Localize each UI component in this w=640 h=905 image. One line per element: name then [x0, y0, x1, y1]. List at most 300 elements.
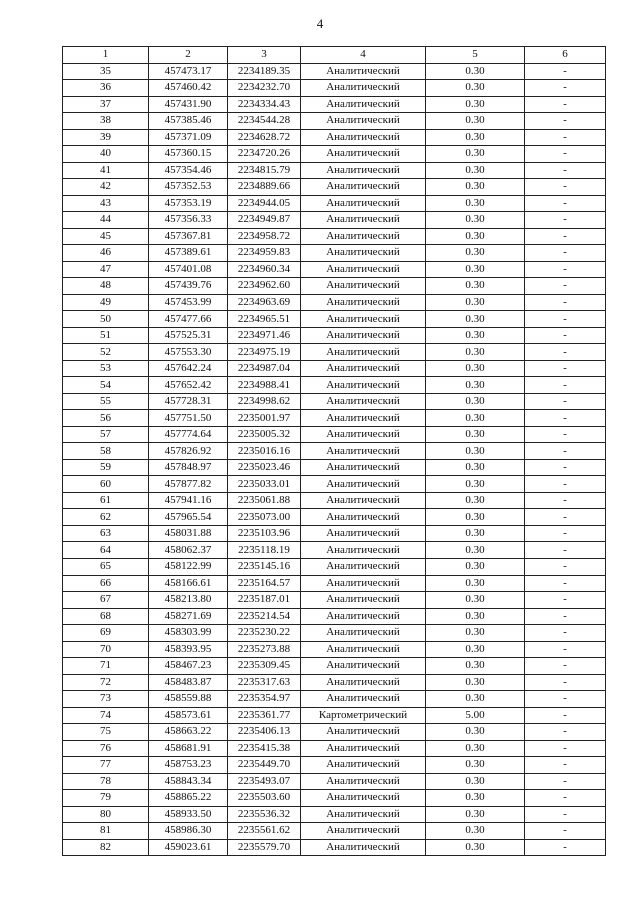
- point-number-cell: 35: [63, 63, 149, 80]
- y-coordinate-cell: 2234998.62: [228, 393, 301, 410]
- note-cell: -: [525, 80, 606, 97]
- point-number-cell: 70: [63, 641, 149, 658]
- x-coordinate-cell: 457352.53: [149, 179, 228, 196]
- method-cell: Аналитический: [301, 459, 426, 476]
- method-cell: Аналитический: [301, 525, 426, 542]
- note-cell: -: [525, 294, 606, 311]
- x-coordinate-cell: 457360.15: [149, 146, 228, 163]
- note-cell: -: [525, 360, 606, 377]
- x-coordinate-cell: 458122.99: [149, 558, 228, 575]
- method-cell: Аналитический: [301, 839, 426, 856]
- point-number-cell: 72: [63, 674, 149, 691]
- note-cell: -: [525, 344, 606, 361]
- x-coordinate-cell: 458062.37: [149, 542, 228, 559]
- y-coordinate-cell: 2235317.63: [228, 674, 301, 691]
- point-number-cell: 64: [63, 542, 149, 559]
- point-number-cell: 76: [63, 740, 149, 757]
- accuracy-cell: 0.30: [426, 410, 525, 427]
- point-number-cell: 37: [63, 96, 149, 113]
- method-cell: Аналитический: [301, 393, 426, 410]
- table-row: [63, 542, 606, 559]
- point-number-cell: 57: [63, 426, 149, 443]
- note-cell: -: [525, 641, 606, 658]
- method-cell: Аналитический: [301, 327, 426, 344]
- y-coordinate-cell: 2234815.79: [228, 162, 301, 179]
- note-cell: -: [525, 707, 606, 724]
- table-row: [63, 360, 606, 377]
- accuracy-cell: 0.30: [426, 278, 525, 295]
- table-row: [63, 294, 606, 311]
- point-number-cell: 61: [63, 492, 149, 509]
- point-number-cell: 69: [63, 625, 149, 642]
- y-coordinate-cell: 2235230.22: [228, 625, 301, 642]
- table-row: [63, 179, 606, 196]
- column-header: 6: [525, 47, 606, 64]
- x-coordinate-cell: 458663.22: [149, 724, 228, 741]
- y-coordinate-cell: 2234628.72: [228, 129, 301, 146]
- y-coordinate-cell: 2235061.88: [228, 492, 301, 509]
- table-row: [63, 393, 606, 410]
- note-cell: -: [525, 212, 606, 229]
- method-cell: Аналитический: [301, 773, 426, 790]
- accuracy-cell: 0.30: [426, 179, 525, 196]
- x-coordinate-cell: 458303.99: [149, 625, 228, 642]
- point-number-cell: 74: [63, 707, 149, 724]
- accuracy-cell: 0.30: [426, 839, 525, 856]
- method-cell: Аналитический: [301, 195, 426, 212]
- table-row: [63, 757, 606, 774]
- note-cell: -: [525, 426, 606, 443]
- x-coordinate-cell: 457965.54: [149, 509, 228, 526]
- x-coordinate-cell: 457642.24: [149, 360, 228, 377]
- y-coordinate-cell: 2234960.34: [228, 261, 301, 278]
- note-cell: -: [525, 476, 606, 493]
- table-row: [63, 806, 606, 823]
- x-coordinate-cell: 457751.50: [149, 410, 228, 427]
- note-cell: -: [525, 740, 606, 757]
- table-row: [63, 344, 606, 361]
- table-row: [63, 492, 606, 509]
- note-cell: -: [525, 757, 606, 774]
- method-cell: Аналитический: [301, 245, 426, 262]
- point-number-cell: 51: [63, 327, 149, 344]
- accuracy-cell: 0.30: [426, 542, 525, 559]
- y-coordinate-cell: 2234189.35: [228, 63, 301, 80]
- point-number-cell: 45: [63, 228, 149, 245]
- accuracy-cell: 0.30: [426, 806, 525, 823]
- table-row: [63, 80, 606, 97]
- note-cell: -: [525, 459, 606, 476]
- accuracy-cell: 0.30: [426, 327, 525, 344]
- x-coordinate-cell: 458865.22: [149, 790, 228, 807]
- accuracy-cell: 0.30: [426, 790, 525, 807]
- table-row: [63, 658, 606, 675]
- accuracy-cell: 0.30: [426, 823, 525, 840]
- accuracy-cell: 0.30: [426, 294, 525, 311]
- y-coordinate-cell: 2234965.51: [228, 311, 301, 328]
- method-cell: Аналитический: [301, 724, 426, 741]
- accuracy-cell: 0.30: [426, 261, 525, 278]
- method-cell: Аналитический: [301, 426, 426, 443]
- table-row: [63, 228, 606, 245]
- method-cell: Аналитический: [301, 80, 426, 97]
- note-cell: -: [525, 393, 606, 410]
- table-row: [63, 443, 606, 460]
- table-row: [63, 625, 606, 642]
- note-cell: -: [525, 806, 606, 823]
- x-coordinate-cell: 457826.92: [149, 443, 228, 460]
- y-coordinate-cell: 2235579.70: [228, 839, 301, 856]
- method-cell: Аналитический: [301, 443, 426, 460]
- x-coordinate-cell: 458271.69: [149, 608, 228, 625]
- y-coordinate-cell: 2234720.26: [228, 146, 301, 163]
- accuracy-cell: 0.30: [426, 146, 525, 163]
- method-cell: Аналитический: [301, 509, 426, 526]
- method-cell: Аналитический: [301, 592, 426, 609]
- table-row: [63, 245, 606, 262]
- x-coordinate-cell: 457553.30: [149, 344, 228, 361]
- y-coordinate-cell: 2234232.70: [228, 80, 301, 97]
- point-number-cell: 43: [63, 195, 149, 212]
- x-coordinate-cell: 457367.81: [149, 228, 228, 245]
- y-coordinate-cell: 2235145.16: [228, 558, 301, 575]
- column-header: 2: [149, 47, 228, 64]
- y-coordinate-cell: 2235503.60: [228, 790, 301, 807]
- accuracy-cell: 0.30: [426, 360, 525, 377]
- accuracy-cell: 0.30: [426, 443, 525, 460]
- column-header: 5: [426, 47, 525, 64]
- method-cell: Аналитический: [301, 228, 426, 245]
- x-coordinate-cell: 458933.50: [149, 806, 228, 823]
- x-coordinate-cell: 458483.87: [149, 674, 228, 691]
- method-cell: Аналитический: [301, 790, 426, 807]
- y-coordinate-cell: 2235016.16: [228, 443, 301, 460]
- y-coordinate-cell: 2235536.32: [228, 806, 301, 823]
- point-number-cell: 82: [63, 839, 149, 856]
- accuracy-cell: 0.30: [426, 80, 525, 97]
- point-number-cell: 55: [63, 393, 149, 410]
- point-number-cell: 52: [63, 344, 149, 361]
- accuracy-cell: 0.30: [426, 311, 525, 328]
- note-cell: -: [525, 96, 606, 113]
- point-number-cell: 53: [63, 360, 149, 377]
- note-cell: -: [525, 146, 606, 163]
- table-row: [63, 509, 606, 526]
- point-number-cell: 78: [63, 773, 149, 790]
- note-cell: -: [525, 311, 606, 328]
- y-coordinate-cell: 2234959.83: [228, 245, 301, 262]
- table-row: [63, 146, 606, 163]
- table-row: [63, 426, 606, 443]
- accuracy-cell: 0.30: [426, 96, 525, 113]
- y-coordinate-cell: 2234987.04: [228, 360, 301, 377]
- x-coordinate-cell: 458166.61: [149, 575, 228, 592]
- method-cell: Аналитический: [301, 558, 426, 575]
- accuracy-cell: 5.00: [426, 707, 525, 724]
- accuracy-cell: 0.30: [426, 113, 525, 130]
- accuracy-cell: 0.30: [426, 558, 525, 575]
- y-coordinate-cell: 2234971.46: [228, 327, 301, 344]
- method-cell: Аналитический: [301, 129, 426, 146]
- point-number-cell: 75: [63, 724, 149, 741]
- y-coordinate-cell: 2234958.72: [228, 228, 301, 245]
- note-cell: -: [525, 129, 606, 146]
- table-row: [63, 575, 606, 592]
- table-row: [63, 724, 606, 741]
- method-cell: Аналитический: [301, 377, 426, 394]
- accuracy-cell: 0.30: [426, 691, 525, 708]
- x-coordinate-cell: 457385.46: [149, 113, 228, 130]
- table-row: [63, 278, 606, 295]
- point-number-cell: 66: [63, 575, 149, 592]
- point-number-cell: 47: [63, 261, 149, 278]
- point-number-cell: 38: [63, 113, 149, 130]
- y-coordinate-cell: 2234975.19: [228, 344, 301, 361]
- method-cell: Аналитический: [301, 179, 426, 196]
- method-cell: Аналитический: [301, 360, 426, 377]
- x-coordinate-cell: 457848.97: [149, 459, 228, 476]
- method-cell: Аналитический: [301, 757, 426, 774]
- x-coordinate-cell: 458986.30: [149, 823, 228, 840]
- note-cell: -: [525, 691, 606, 708]
- table-row: [63, 195, 606, 212]
- note-cell: -: [525, 839, 606, 856]
- point-number-cell: 48: [63, 278, 149, 295]
- accuracy-cell: 0.30: [426, 592, 525, 609]
- point-number-cell: 79: [63, 790, 149, 807]
- note-cell: -: [525, 724, 606, 741]
- x-coordinate-cell: 457356.33: [149, 212, 228, 229]
- note-cell: -: [525, 773, 606, 790]
- note-cell: -: [525, 443, 606, 460]
- table-row: [63, 212, 606, 229]
- page-number: 4: [316, 16, 324, 31]
- y-coordinate-cell: 2235415.38: [228, 740, 301, 757]
- point-number-cell: 44: [63, 212, 149, 229]
- method-cell: Аналитический: [301, 113, 426, 130]
- method-cell: Аналитический: [301, 476, 426, 493]
- y-coordinate-cell: 2235449.70: [228, 757, 301, 774]
- table-row: [63, 674, 606, 691]
- accuracy-cell: 0.30: [426, 641, 525, 658]
- point-number-cell: 65: [63, 558, 149, 575]
- x-coordinate-cell: 458559.88: [149, 691, 228, 708]
- method-cell: Аналитический: [301, 806, 426, 823]
- table-row: [63, 707, 606, 724]
- table-row: [63, 641, 606, 658]
- x-coordinate-cell: 458031.88: [149, 525, 228, 542]
- x-coordinate-cell: 457439.76: [149, 278, 228, 295]
- method-cell: Аналитический: [301, 212, 426, 229]
- note-cell: -: [525, 658, 606, 675]
- method-cell: Аналитический: [301, 63, 426, 80]
- y-coordinate-cell: 2234544.28: [228, 113, 301, 130]
- table-row: [63, 558, 606, 575]
- point-number-cell: 54: [63, 377, 149, 394]
- accuracy-cell: 0.30: [426, 162, 525, 179]
- y-coordinate-cell: 2235273.88: [228, 641, 301, 658]
- point-number-cell: 71: [63, 658, 149, 675]
- accuracy-cell: 0.30: [426, 377, 525, 394]
- accuracy-cell: 0.30: [426, 608, 525, 625]
- method-cell: Аналитический: [301, 542, 426, 559]
- method-cell: Аналитический: [301, 294, 426, 311]
- accuracy-cell: 0.30: [426, 245, 525, 262]
- accuracy-cell: 0.30: [426, 129, 525, 146]
- method-cell: Аналитический: [301, 575, 426, 592]
- column-header: 1: [63, 47, 149, 64]
- y-coordinate-cell: 2234988.41: [228, 377, 301, 394]
- table-row: [63, 311, 606, 328]
- method-cell: Аналитический: [301, 162, 426, 179]
- accuracy-cell: 0.30: [426, 575, 525, 592]
- note-cell: -: [525, 575, 606, 592]
- y-coordinate-cell: 2235309.45: [228, 658, 301, 675]
- table-row: [63, 740, 606, 757]
- note-cell: -: [525, 195, 606, 212]
- note-cell: -: [525, 228, 606, 245]
- y-coordinate-cell: 2235001.97: [228, 410, 301, 427]
- table-row: [63, 476, 606, 493]
- x-coordinate-cell: 457774.64: [149, 426, 228, 443]
- note-cell: -: [525, 278, 606, 295]
- table-row: [63, 162, 606, 179]
- table-header-row: [63, 47, 606, 64]
- table-row: [63, 113, 606, 130]
- table-row: [63, 96, 606, 113]
- point-number-cell: 50: [63, 311, 149, 328]
- point-number-cell: 40: [63, 146, 149, 163]
- note-cell: -: [525, 558, 606, 575]
- accuracy-cell: 0.30: [426, 658, 525, 675]
- note-cell: -: [525, 179, 606, 196]
- x-coordinate-cell: 457525.31: [149, 327, 228, 344]
- accuracy-cell: 0.30: [426, 740, 525, 757]
- table-row: [63, 327, 606, 344]
- method-cell: Аналитический: [301, 823, 426, 840]
- table-row: [63, 63, 606, 80]
- note-cell: -: [525, 509, 606, 526]
- method-cell: Аналитический: [301, 608, 426, 625]
- accuracy-cell: 0.30: [426, 344, 525, 361]
- column-header: 4: [301, 47, 426, 64]
- accuracy-cell: 0.30: [426, 476, 525, 493]
- point-number-cell: 77: [63, 757, 149, 774]
- note-cell: -: [525, 608, 606, 625]
- y-coordinate-cell: 2235406.13: [228, 724, 301, 741]
- note-cell: -: [525, 63, 606, 80]
- point-number-cell: 62: [63, 509, 149, 526]
- point-number-cell: 81: [63, 823, 149, 840]
- accuracy-cell: 0.30: [426, 509, 525, 526]
- x-coordinate-cell: 457652.42: [149, 377, 228, 394]
- method-cell: Аналитический: [301, 261, 426, 278]
- note-cell: -: [525, 492, 606, 509]
- table-row: [63, 261, 606, 278]
- x-coordinate-cell: 457477.66: [149, 311, 228, 328]
- table-row: [63, 525, 606, 542]
- note-cell: -: [525, 625, 606, 642]
- coordinates-table: [62, 46, 606, 856]
- accuracy-cell: 0.30: [426, 492, 525, 509]
- table-row: [63, 592, 606, 609]
- accuracy-cell: 0.30: [426, 228, 525, 245]
- point-number-cell: 68: [63, 608, 149, 625]
- table-row: [63, 773, 606, 790]
- table-row: [63, 459, 606, 476]
- point-number-cell: 80: [63, 806, 149, 823]
- x-coordinate-cell: 457877.82: [149, 476, 228, 493]
- point-number-cell: 42: [63, 179, 149, 196]
- accuracy-cell: 0.30: [426, 195, 525, 212]
- table-row: [63, 823, 606, 840]
- point-number-cell: 49: [63, 294, 149, 311]
- y-coordinate-cell: 2235103.96: [228, 525, 301, 542]
- x-coordinate-cell: 457371.09: [149, 129, 228, 146]
- method-cell: Аналитический: [301, 96, 426, 113]
- accuracy-cell: 0.30: [426, 525, 525, 542]
- method-cell: Аналитический: [301, 278, 426, 295]
- point-number-cell: 39: [63, 129, 149, 146]
- note-cell: -: [525, 113, 606, 130]
- x-coordinate-cell: 457728.31: [149, 393, 228, 410]
- method-cell: Картометрический: [301, 707, 426, 724]
- accuracy-cell: 0.30: [426, 757, 525, 774]
- note-cell: -: [525, 674, 606, 691]
- point-number-cell: 73: [63, 691, 149, 708]
- y-coordinate-cell: 2234949.87: [228, 212, 301, 229]
- method-cell: Аналитический: [301, 410, 426, 427]
- y-coordinate-cell: 2234889.66: [228, 179, 301, 196]
- y-coordinate-cell: 2235354.97: [228, 691, 301, 708]
- table-row: [63, 129, 606, 146]
- y-coordinate-cell: 2235023.46: [228, 459, 301, 476]
- accuracy-cell: 0.30: [426, 724, 525, 741]
- method-cell: Аналитический: [301, 691, 426, 708]
- x-coordinate-cell: 457354.46: [149, 162, 228, 179]
- x-coordinate-cell: 458393.95: [149, 641, 228, 658]
- y-coordinate-cell: 2234963.69: [228, 294, 301, 311]
- method-cell: Аналитический: [301, 625, 426, 642]
- x-coordinate-cell: 458681.91: [149, 740, 228, 757]
- point-number-cell: 59: [63, 459, 149, 476]
- x-coordinate-cell: 458213.80: [149, 592, 228, 609]
- y-coordinate-cell: 2235561.62: [228, 823, 301, 840]
- note-cell: -: [525, 790, 606, 807]
- accuracy-cell: 0.30: [426, 674, 525, 691]
- y-coordinate-cell: 2235187.01: [228, 592, 301, 609]
- x-coordinate-cell: 458753.23: [149, 757, 228, 774]
- method-cell: Аналитический: [301, 344, 426, 361]
- point-number-cell: 67: [63, 592, 149, 609]
- y-coordinate-cell: 2235164.57: [228, 575, 301, 592]
- x-coordinate-cell: 459023.61: [149, 839, 228, 856]
- method-cell: Аналитический: [301, 311, 426, 328]
- point-number-cell: 56: [63, 410, 149, 427]
- y-coordinate-cell: 2234962.60: [228, 278, 301, 295]
- method-cell: Аналитический: [301, 146, 426, 163]
- accuracy-cell: 0.30: [426, 773, 525, 790]
- method-cell: Аналитический: [301, 641, 426, 658]
- x-coordinate-cell: 457353.19: [149, 195, 228, 212]
- note-cell: -: [525, 327, 606, 344]
- note-cell: -: [525, 162, 606, 179]
- x-coordinate-cell: 457431.90: [149, 96, 228, 113]
- table-row: [63, 608, 606, 625]
- table-body: [63, 63, 606, 856]
- y-coordinate-cell: 2235361.77: [228, 707, 301, 724]
- accuracy-cell: 0.30: [426, 63, 525, 80]
